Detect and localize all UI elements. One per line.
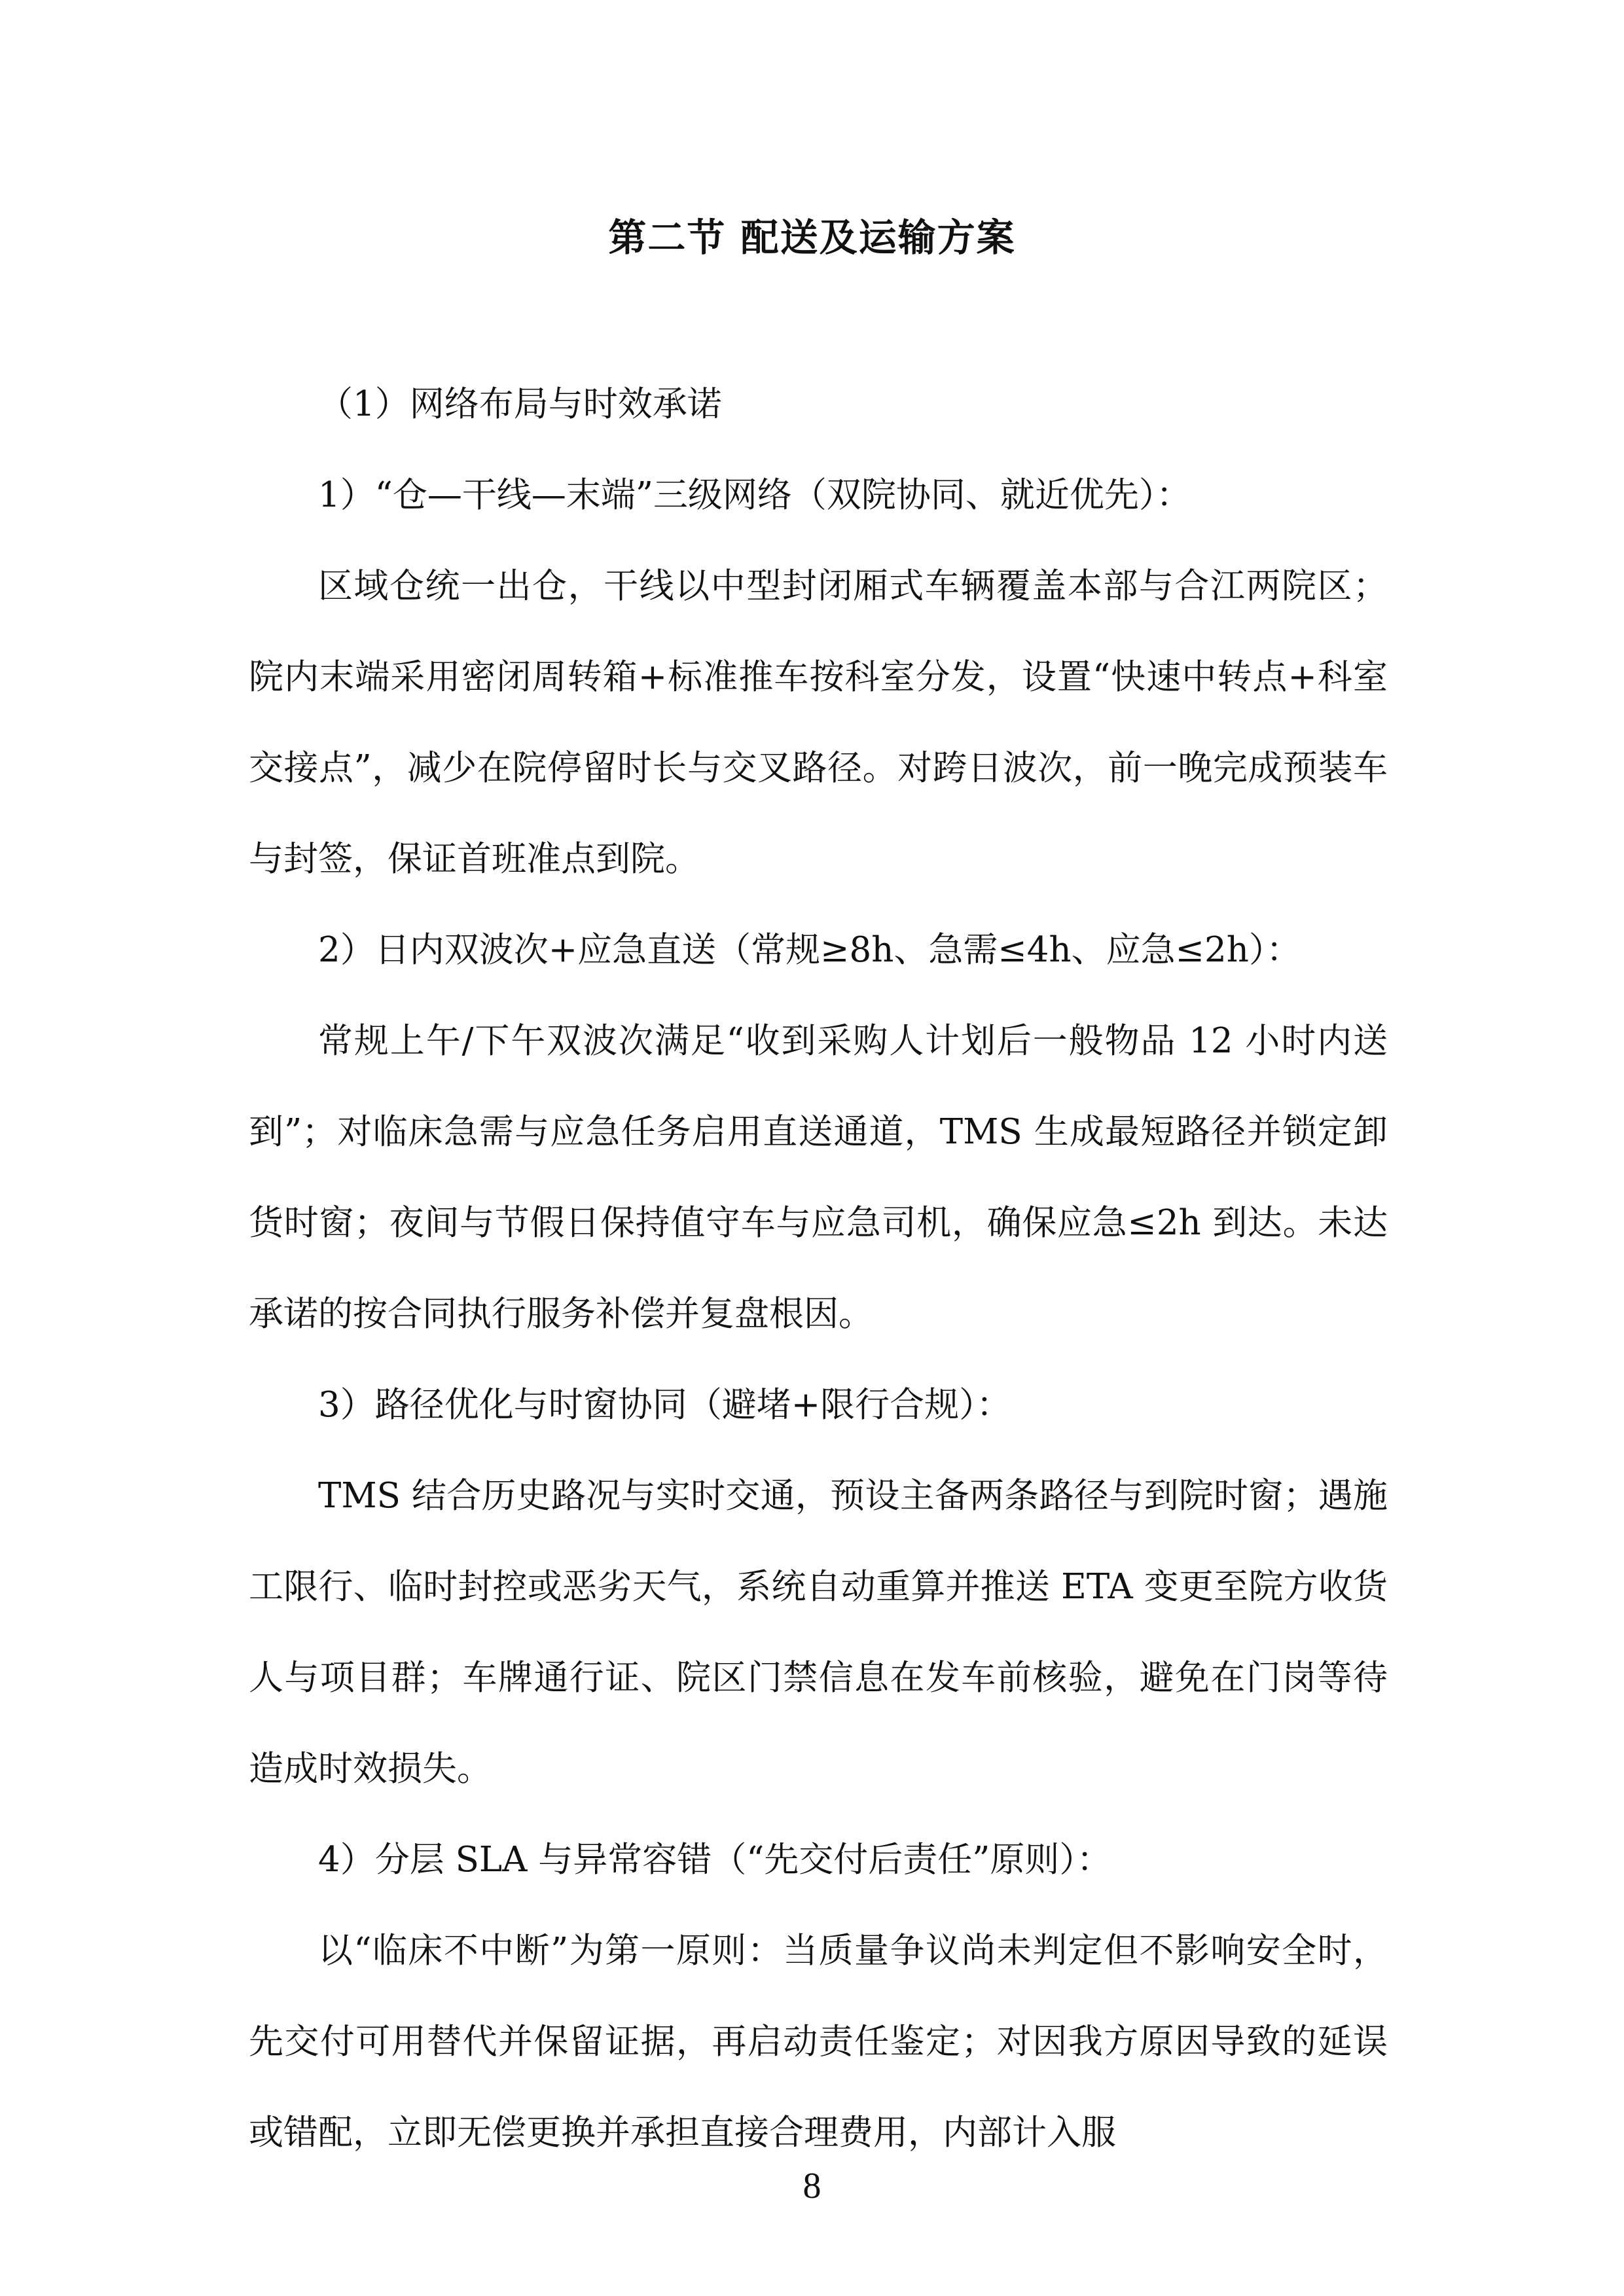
- subheading-layered-sla: 4）分层 SLA 与异常容错（“先交付后责任”原则）：: [318, 1840, 1111, 1880]
- document-body: [249, 359, 1388, 2178]
- subheading-dual-wave-delivery: 2）日内双波次+应急直送（常规≥8h、急需≤4h、应急≤2h）：: [318, 930, 1301, 970]
- page-number: 8: [803, 2166, 821, 2206]
- paragraph-layered-sla: 以“临床不中断”为第一原则：当质量争议尚未判定但不影响安全时，先交付可用替代并保留证据，再启动责任鉴定；对因我方原因导致的延误或错配，立即无偿更换并承担直接合理费用，内部计入服: [249, 1931, 1388, 2153]
- heading-network-layout: （1）网络布局与时效承诺: [318, 384, 722, 424]
- paragraph-dual-wave-delivery: 常规上午/下午双波次满足“收到采购人计划后一般物品 12 小时内送到”；对临床急需与应急任务启用直送通道，TMS 生成最短路径并锁定卸货时窗；夜间与节假日保持值守车与应急司机，确保应急≤2h 到达。未达承诺的按合同执行服务补偿并复盘根因。: [249, 1021, 1388, 1334]
- paragraph-three-tier-network: 区域仓统一出仓，干线以中型封闭厢式车辆覆盖本部与合江两院区；院内末端采用密闭周转箱+标准推车按科室分发，设置“快速中转点+科室交接点”，减少在院停留时长与交叉路径。对跨日波次，前一晚完成预装车与封签，保证首班准点到院。: [249, 566, 1388, 879]
- subheading-route-optimization: 3）路径优化与时窗协同（避堵+限行合规）：: [318, 1385, 1011, 1425]
- subheading-three-tier-network: 1）“仓—干线—末端”三级网络（双院协同、就近优先）：: [318, 475, 1191, 515]
- section-title: 第二节 配送及运输方案: [608, 215, 1016, 260]
- paragraph-route-optimization: TMS 结合历史路况与实时交通，预设主备两条路径与到院时窗；遇施工限行、临时封控或恶劣天气，系统自动重算并推送 ETA 变更至院方收货人与项目群；车牌通行证、院区门禁信息在发车前核验，避免在门岗等待造成时效损失。: [249, 1476, 1388, 1789]
